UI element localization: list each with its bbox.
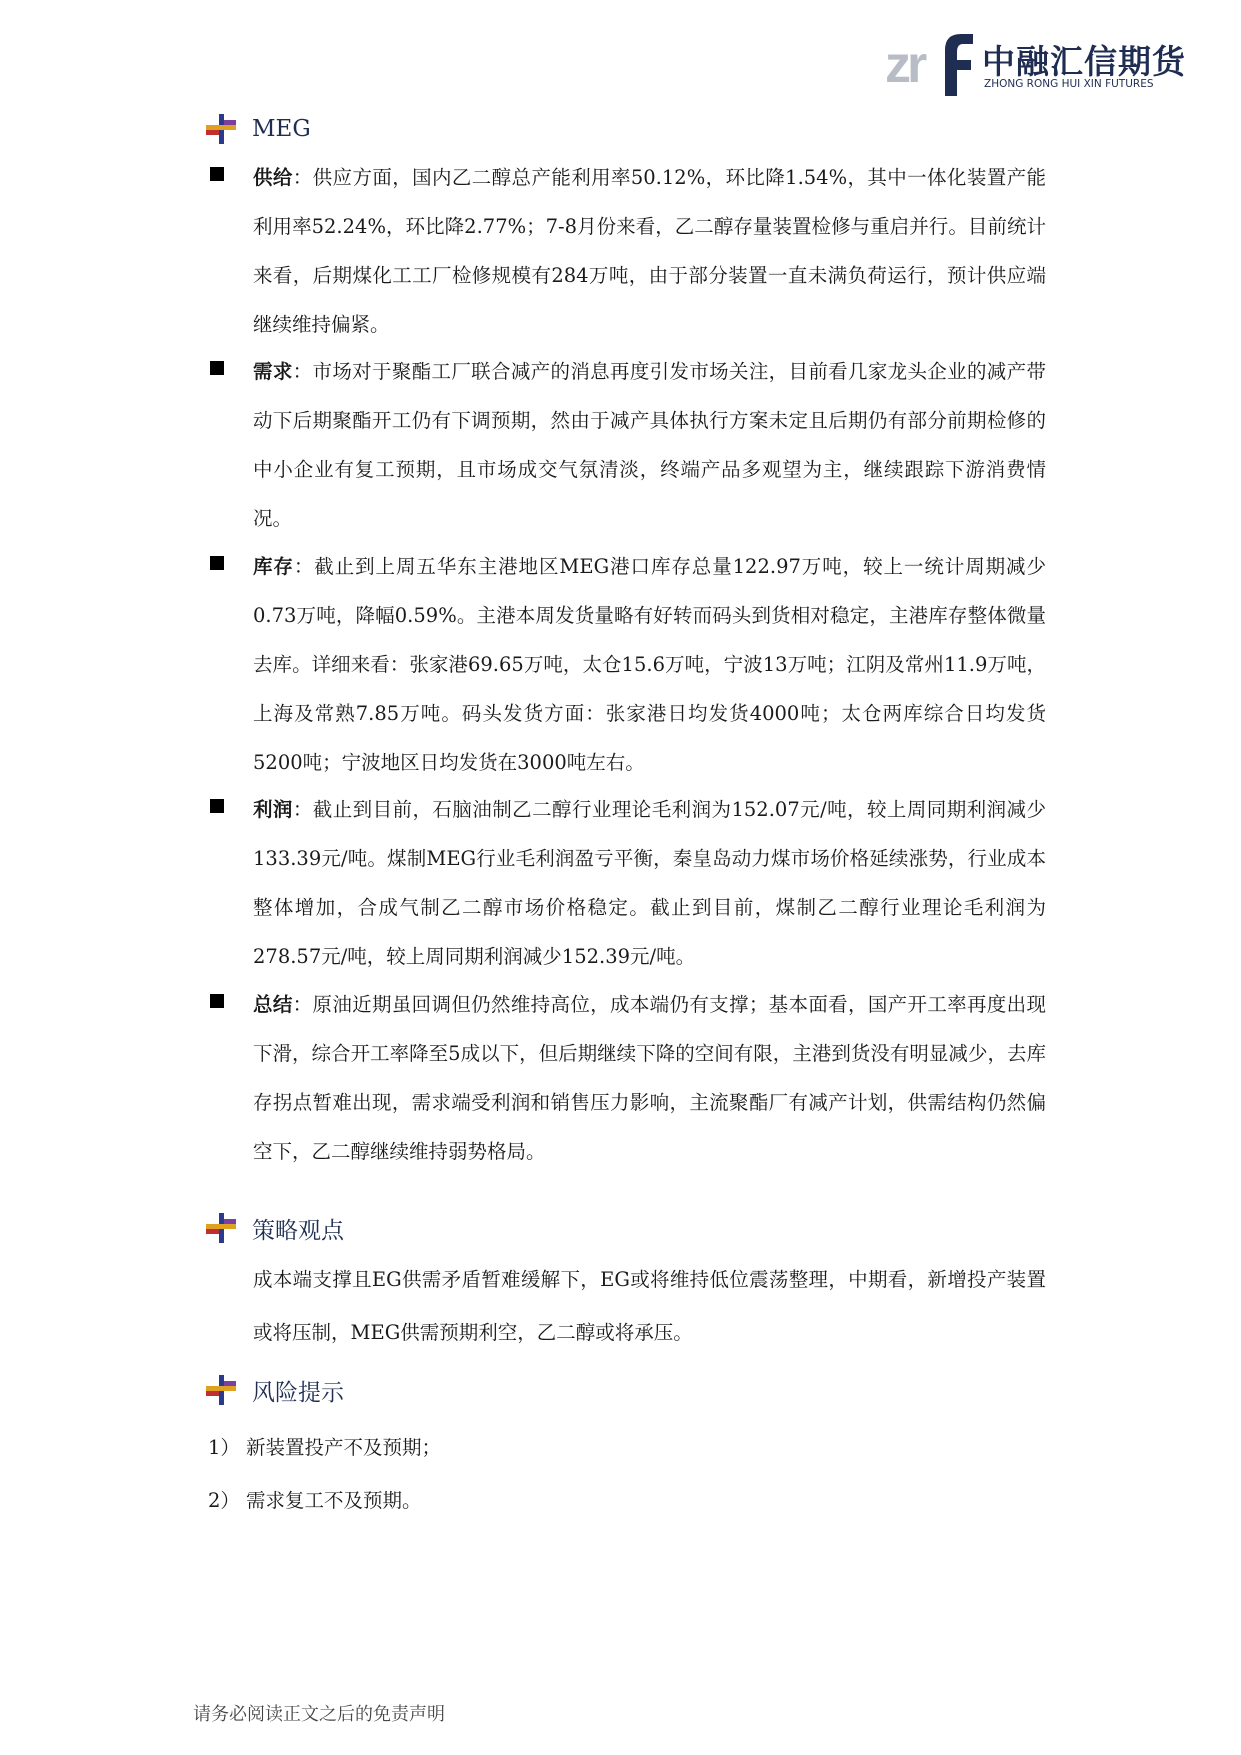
section-header-risk: [206, 1375, 344, 1405]
strategy-paragraph: 成本端支撑且EG供需矛盾暂难缓解下，EG或将维持低位震荡整理，中期看，新增投产装置或将压制，MEG供需预期利空，乙二醇或将承压。: [253, 1268, 1046, 1344]
square-bullet-icon: [210, 361, 224, 375]
bullet-label: 总结: [253, 993, 293, 1016]
bullet-label: 供给: [253, 166, 293, 189]
logo-english-name: ZHONG RONG HUI XIN FUTURES: [984, 78, 1154, 90]
bullet-label: 需求: [253, 360, 293, 383]
section-title-risk: 风险提示: [252, 1379, 344, 1406]
bullet-summary: [206, 980, 1046, 1176]
bullet-supply-text: [253, 153, 1046, 349]
footer-disclaimer: 请务必阅读正文之后的免责声明: [193, 1704, 445, 1725]
section-title-strategy: 策略观点: [252, 1217, 344, 1244]
section-header-meg: [206, 114, 311, 144]
risk-number: 2）: [208, 1489, 240, 1512]
square-bullet-icon: [210, 556, 224, 570]
risk-number: 1）: [208, 1436, 240, 1459]
square-bullet-icon: [210, 167, 224, 181]
bullet-label: 库存: [253, 555, 294, 578]
square-bullet-icon: [210, 799, 224, 813]
bullet-profit: [206, 785, 1046, 981]
bullet-body: ：供应方面，国内乙二醇总产能利用率50.12%，环比降1.54%，其中一体化装置产能利用率52.24%，环比降2.77%；7-8月份来看，乙二醇存量装置检修与重启并行。目前统计来看，后期煤化工工厂检修规模有284万吨，由于部分装置一直未满负荷运行，预计供应端继续维持偏紧。: [253, 166, 1046, 336]
bullet-summary-text: [253, 980, 1046, 1176]
risk-text: 新装置投产不及预期；: [246, 1436, 442, 1459]
bullet-body: ：市场对于聚酯工厂联合减产的消息再度引发市场关注，目前看几家龙头企业的减产带动下后期聚酯开工仍有下调预期，然由于减产具体执行方案未定且后期仍有部分前期检修的中小企业有复工预期，且市场成交气氛清淡，终端产品多观望为主，继续跟踪下游消费情况。: [253, 360, 1046, 530]
bullet-inventory: [206, 542, 1046, 787]
risk-item: [208, 1433, 441, 1463]
square-bullet-icon: [210, 994, 224, 1008]
section-title-meg: MEG: [252, 116, 311, 142]
risk-text: 需求复工不及预期。: [246, 1489, 422, 1512]
logo-chinese-name: 中融汇信期货: [982, 42, 1186, 81]
cross-marker-icon: [206, 1375, 236, 1405]
cross-marker-icon: [206, 1213, 236, 1243]
bullet-supply: [206, 153, 1046, 349]
bullet-body: ：原油近期虽回调但仍然维持高位，成本端仍有支撑；基本面看，国产开工率再度出现下滑，综合开工率降至5成以下，但后期继续下降的空间有限，主港到货没有明显减少，去库存拐点暂难出现，需求端受利润和销售压力影响，主流聚酯厂有减产计划，供需结构仍然偏空下，乙二醇继续维持弱势格局。: [253, 993, 1046, 1163]
bullet-label: 利润: [253, 798, 293, 821]
svg-text:zr: zr: [885, 36, 924, 94]
bullet-profit-text: [253, 785, 1046, 981]
logo-mark-icon: [885, 26, 975, 98]
bullet-body: ：截止到目前，石脑油制乙二醇行业理论毛利润为152.07元/吨，较上周同期利润减少133.39元/吨。煤制MEG行业毛利润盈亏平衡，秦皇岛动力煤市场价格延续涨势，行业成本整体增加，合成气制乙二醇市场价格稳定。截止到目前，煤制乙二醇行业理论毛利润为278.57元/吨，较上周同期利润减少152.39元/吨。: [253, 798, 1046, 968]
bullet-demand-text: [253, 347, 1046, 543]
cross-marker-icon: [206, 114, 236, 144]
bullet-demand: [206, 347, 1046, 543]
bullet-body: ：截止到上周五华东主港地区MEG港口库存总量122.97万吨，较上一统计周期减少0.73万吨，降幅0.59%。主港本周发货量略有好转而码头到货相对稳定，主港库存整体微量去库。详细来看：张家港69.65万吨，太仓15.6万吨，宁波13万吨；江阴及常州11.9万吨，上海及常熟7.85万吨。码头发货方面：张家港日均发货4000吨；太仓两库综合日均发货5200吨；宁波地区日均发货在3000吨左右。: [253, 555, 1046, 774]
bullet-inventory-text: [253, 542, 1046, 787]
risk-item: [208, 1486, 422, 1516]
section-header-strategy: [206, 1213, 344, 1243]
company-logo: [885, 26, 1186, 98]
